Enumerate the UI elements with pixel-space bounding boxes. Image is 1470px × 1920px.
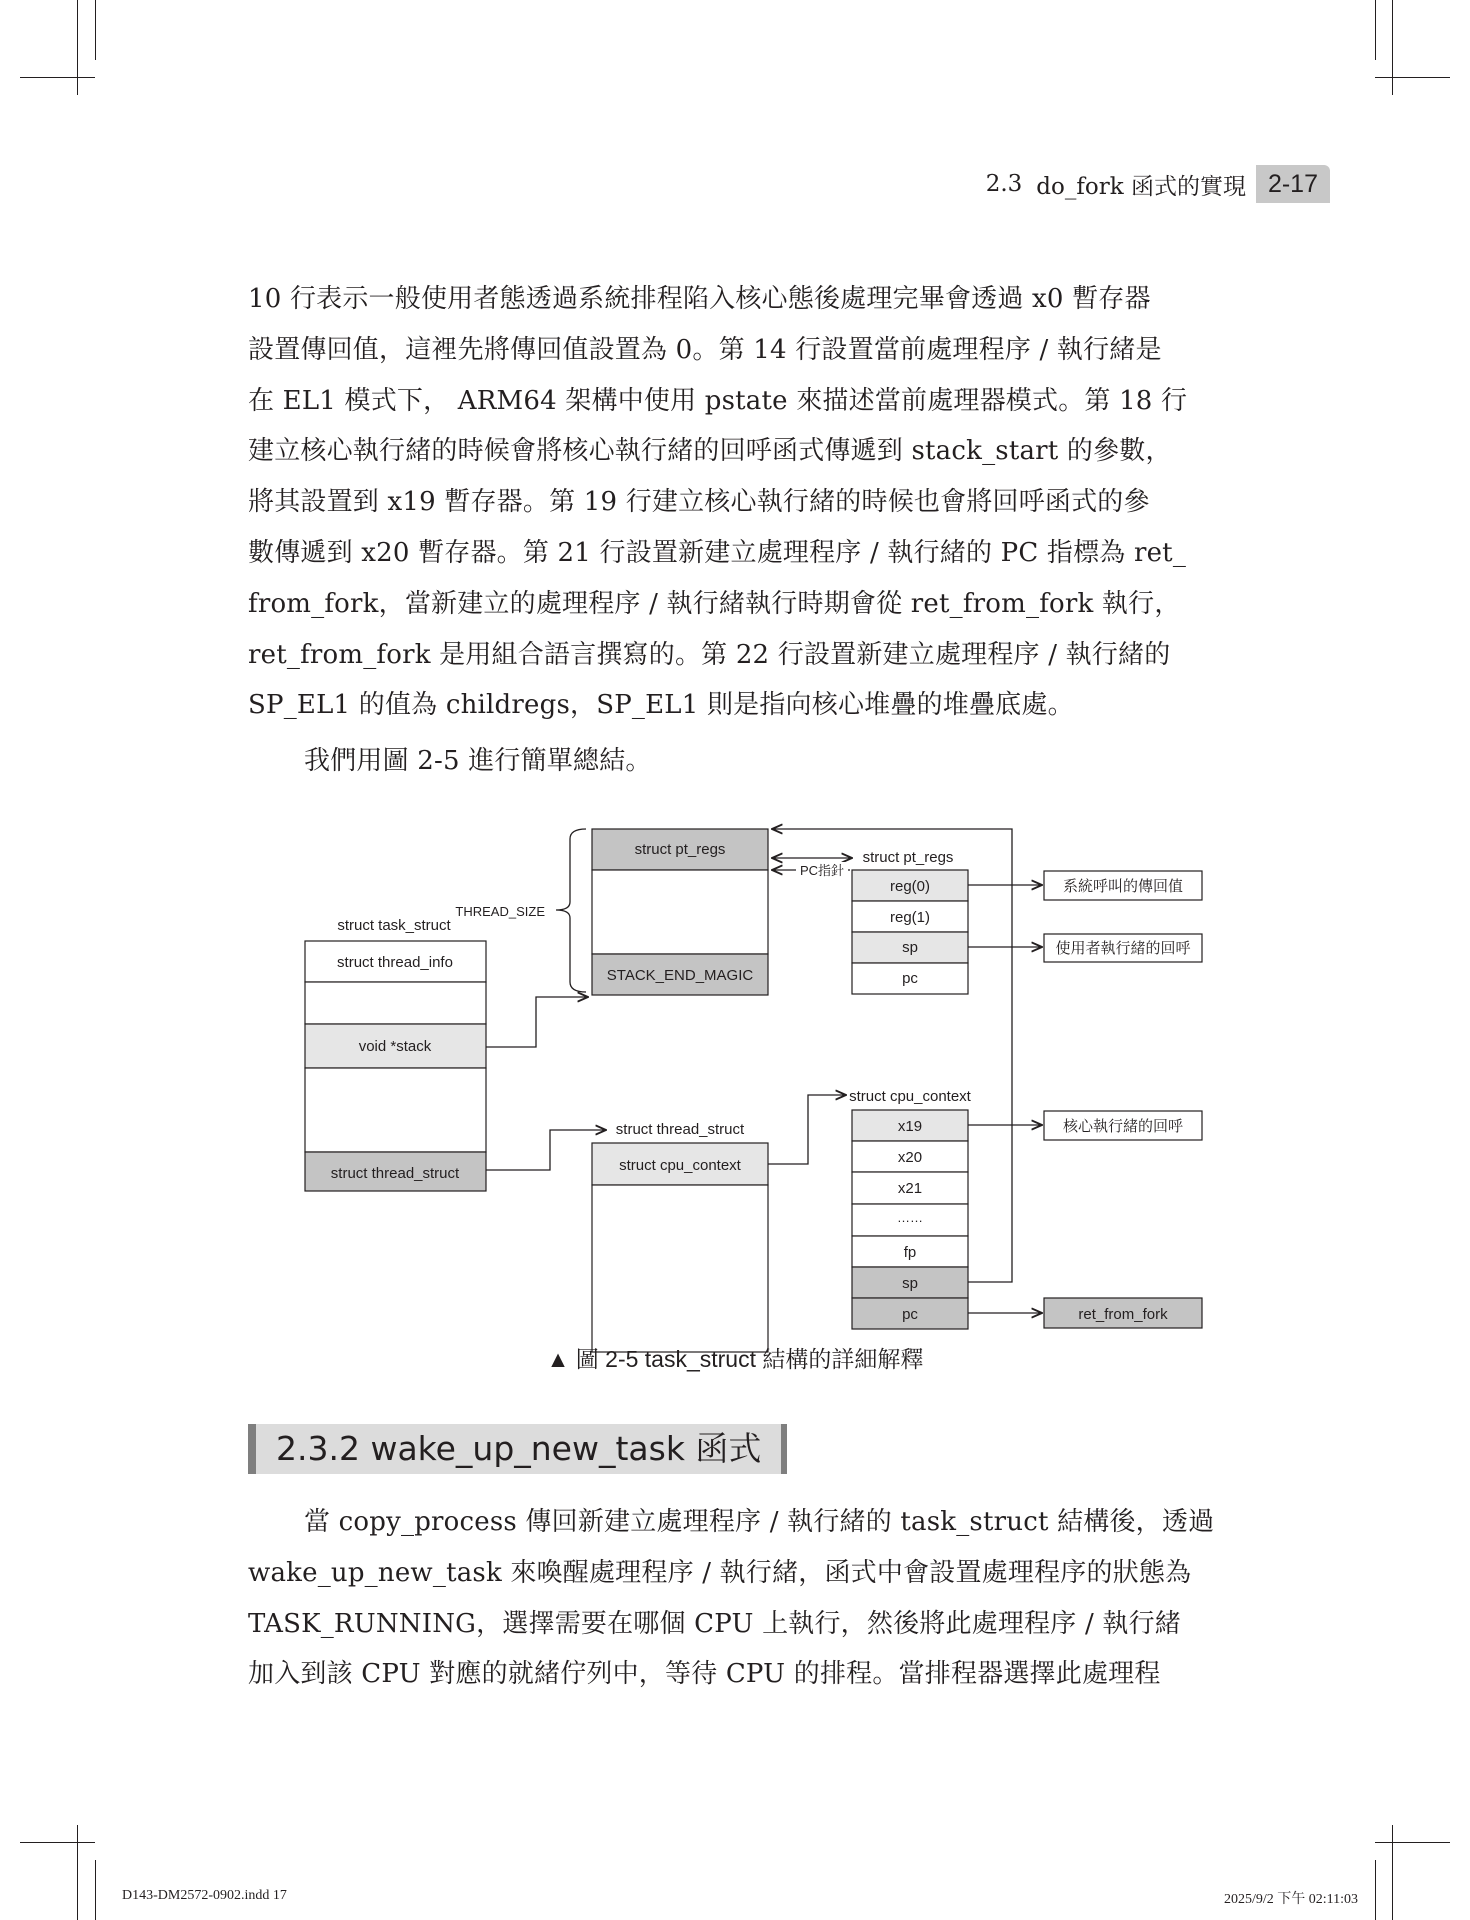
header-section-number: 2.3 xyxy=(985,171,1023,197)
cpu-context-row-label: …… xyxy=(897,1210,923,1225)
pt-regs-row-label: reg(0) xyxy=(889,878,931,895)
task-struct-title: struct task_struct xyxy=(337,917,451,934)
text-line: 數傳遞到 x20 暫存器。第 21 行設置新建立處理程序 / 執行緒的 PC 指標為 ret_ xyxy=(248,537,1187,568)
ret-from-fork-label: ret_from_fork xyxy=(1078,1306,1168,1323)
stack-bottom-label: STACK_END_MAGIC xyxy=(606,967,754,984)
kernel-stack xyxy=(592,870,768,954)
pc-pointer-label: PC指針 xyxy=(799,863,845,878)
text-line: 10 行表示一般使用者態透過系統排程陷入核心態後處理完畢會透過 x0 暫存器 xyxy=(248,284,1151,314)
summary-line: 我們用圖 2-5 進行簡單總結。 xyxy=(304,746,652,776)
heading-bar-right xyxy=(781,1424,787,1474)
section-heading xyxy=(248,1424,787,1474)
text-line: from_fork，當新建立的處理程序 / 執行緒執行時期會從 ret_from_fork 執行， xyxy=(248,588,1181,619)
cpu-context-row-label: fp xyxy=(903,1244,917,1261)
cpu-context-row-label: pc xyxy=(902,1306,918,1323)
text-line: ret_from_fork 是用組合語言撰寫的。第 22 行設置新建立處理程序 / 執行緒的 xyxy=(248,639,1171,670)
task-struct-row-label: struct thread_struct xyxy=(330,1165,460,1182)
pt-regs-row-label: sp xyxy=(902,939,918,956)
footer-file: D143-DM2572-0902.indd 17 xyxy=(122,1888,287,1903)
thread-size-brace xyxy=(556,829,586,992)
cpu-context-row-label: x21 xyxy=(897,1180,923,1197)
cpu-context-row-label: sp xyxy=(902,1275,918,1292)
syscall-return-label: 系統呼叫的傳回值 xyxy=(1062,878,1184,895)
cpu-context-title: struct cpu_context xyxy=(849,1088,971,1105)
task-struct-row-empty xyxy=(305,1068,486,1152)
text-line: SP_EL1 的值為 childregs，SP_EL1 則是指向核心堆疊的堆疊底處。 xyxy=(248,690,1074,721)
text-line: 加入到該 CPU 對應的就緒佇列中，等待 CPU 的排程。當排程器選擇此處理程 xyxy=(248,1659,1161,1690)
text-line: 將其設置到 x19 暫存器。第 19 行建立核心執行緒的時候也會將回呼函式的參 xyxy=(248,487,1150,518)
thread-struct-body xyxy=(592,1185,768,1352)
text-line: wake_up_new_task 來喚醒處理程序 / 執行緒，函式中會設置處理程序的狀態為 xyxy=(248,1557,1192,1588)
header-section-title: do_fork 函式的實現 xyxy=(1036,173,1246,200)
stack-top-label: struct pt_regs xyxy=(634,841,726,858)
thread-size-label: THREAD_SIZE xyxy=(455,904,545,919)
heading-bar-left xyxy=(248,1424,256,1474)
cpu-context-arrow xyxy=(768,1095,846,1164)
text-line: 建立核心執行緒的時候會將核心執行緒的回呼函式傳遞到 stack_start 的參數， xyxy=(248,436,1172,467)
user-callback-label: 使用者執行緒的回呼 xyxy=(1055,940,1191,957)
footer-timestamp: 2025/9/2 下午 02:11:03 xyxy=(1223,1892,1358,1907)
task-struct-row-empty xyxy=(305,982,486,1024)
text-line: 在 EL1 模式下， ARM64 架構中使用 pstate 來描述當前處理器模式。第 18 行 xyxy=(248,385,1188,416)
stack-pointer-arrow xyxy=(486,997,588,1047)
task-struct-row-label: struct thread_info xyxy=(337,954,453,971)
kernel-callback-label: 核心執行緒的回呼 xyxy=(1062,1118,1184,1135)
pt-regs-title: struct pt_regs xyxy=(862,849,954,866)
thread-struct-arrow xyxy=(486,1130,606,1170)
text-line: 設置傳回值，這裡先將傳回值設置為 0。第 14 行設置當前處理程序 / 執行緒是 xyxy=(248,334,1162,365)
task-struct-row-label: void *stack xyxy=(358,1038,432,1055)
text-line: 當 copy_process 傳回新建立處理程序 / 執行緒的 task_struct 結構後，透過 xyxy=(304,1507,1215,1537)
figure-caption: ▲ 圖 2-5 task_struct 結構的詳細解釋 xyxy=(546,1346,924,1372)
thread-struct-title: struct thread_struct xyxy=(615,1121,745,1138)
cpu-context-row-label: x19 xyxy=(897,1118,923,1135)
pt-regs-row-label: reg(1) xyxy=(889,909,931,926)
pt-regs-row-label: pc xyxy=(902,970,918,987)
page-number-tab: 2-17 xyxy=(1256,165,1330,203)
body-paragraph-2 xyxy=(248,1497,1260,1700)
thread-struct-row-label: struct cpu_context xyxy=(619,1157,741,1174)
text-line: TASK_RUNNING，選擇需要在哪個 CPU 上執行，然後將此處理程序 / 執行緒 xyxy=(248,1608,1181,1639)
section-heading-label: 2.3.2 wake_up_new_task 函式 xyxy=(256,1424,781,1474)
cpu-context-row-label: x20 xyxy=(897,1149,923,1166)
